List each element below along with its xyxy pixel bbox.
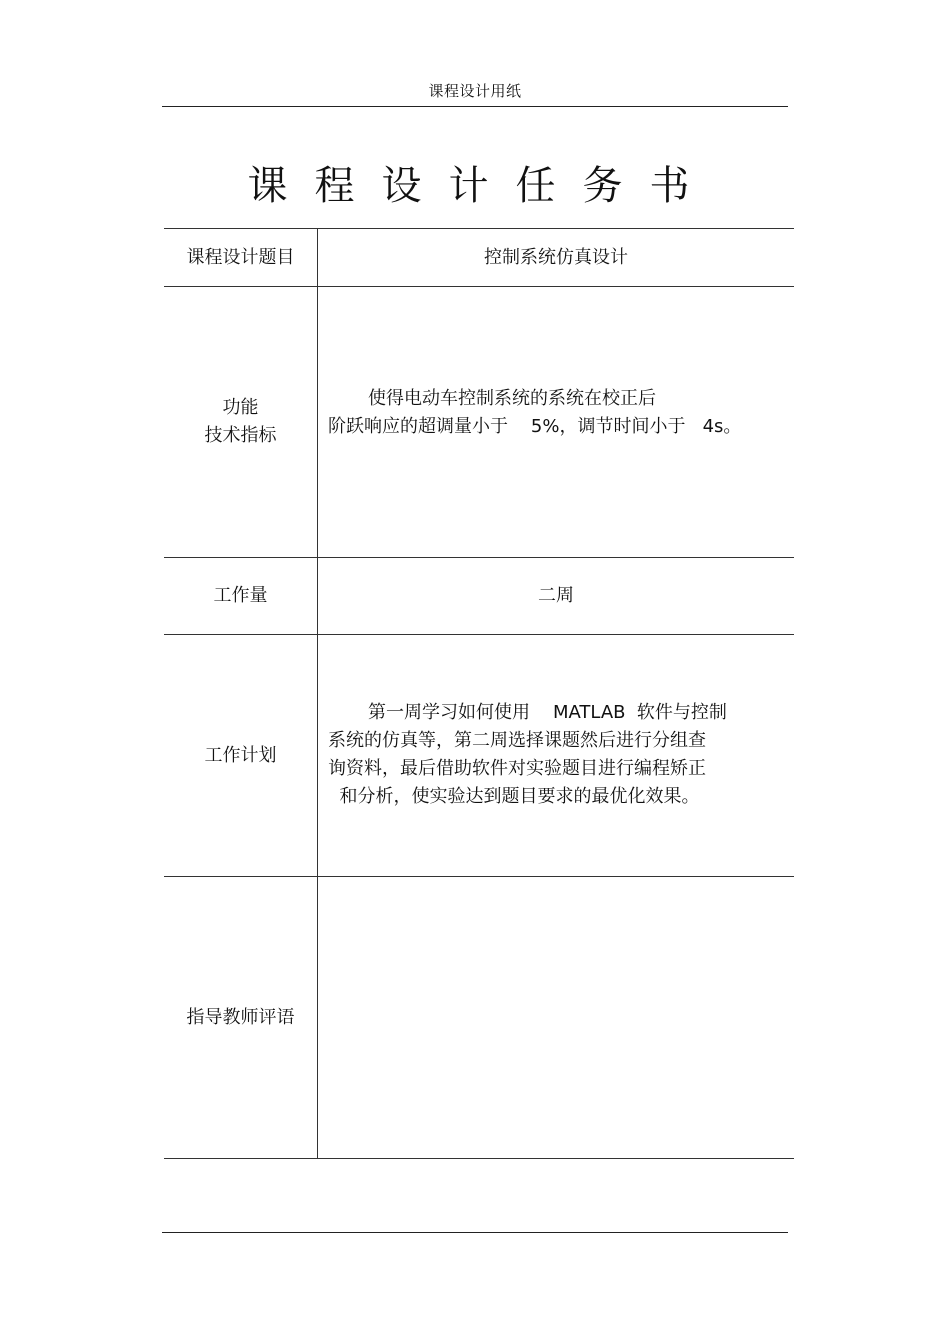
table-row-workload xyxy=(164,558,794,635)
spec-label-line: 功能 xyxy=(222,397,259,418)
task-form-table xyxy=(164,228,794,1159)
plan-value xyxy=(318,635,795,877)
document-title: 课程设计任务书 xyxy=(247,163,717,209)
review-value[interactable] xyxy=(318,877,795,1159)
plan-label: 工作计划 xyxy=(164,635,318,877)
workload-label: 工作量 xyxy=(164,558,318,635)
review-label: 指导教师评语 xyxy=(164,877,318,1159)
table-row-topic xyxy=(164,229,794,287)
plan-paragraph xyxy=(318,699,794,811)
table-row-plan xyxy=(164,635,794,877)
plan-line: 系统的仿真等，第二周选择课题然后进行分组查 xyxy=(328,729,706,751)
spec-line: 使得电动车控制系统的系统在校正后 xyxy=(328,388,657,409)
plan-line: 和分析，使实验达到题目要求的最优化效果。 xyxy=(328,785,700,807)
workload-value: 二周 xyxy=(318,558,795,635)
spec-label xyxy=(164,287,318,558)
spec-label-line: 技术指标 xyxy=(204,425,277,446)
footer-rule xyxy=(162,1232,788,1233)
topic-value: 控制系统仿真设计 xyxy=(318,229,795,287)
table-row-spec xyxy=(164,287,794,558)
table-row-review xyxy=(164,877,794,1159)
header-rule xyxy=(162,106,788,107)
running-header: 课程设计用纸 xyxy=(428,82,522,100)
plan-line: 询资料，最后借助软件对实验题目进行编程矫正 xyxy=(328,757,706,779)
spec-value xyxy=(318,287,795,558)
spec-paragraph xyxy=(318,385,794,441)
spec-line: 阶跃响应的超调量小于 5%，调节时间小于 4s。 xyxy=(328,416,742,437)
topic-label: 课程设计题目 xyxy=(164,229,318,287)
plan-line: 第一周学习如何使用 MATLAB 软件与控制 xyxy=(328,701,727,723)
